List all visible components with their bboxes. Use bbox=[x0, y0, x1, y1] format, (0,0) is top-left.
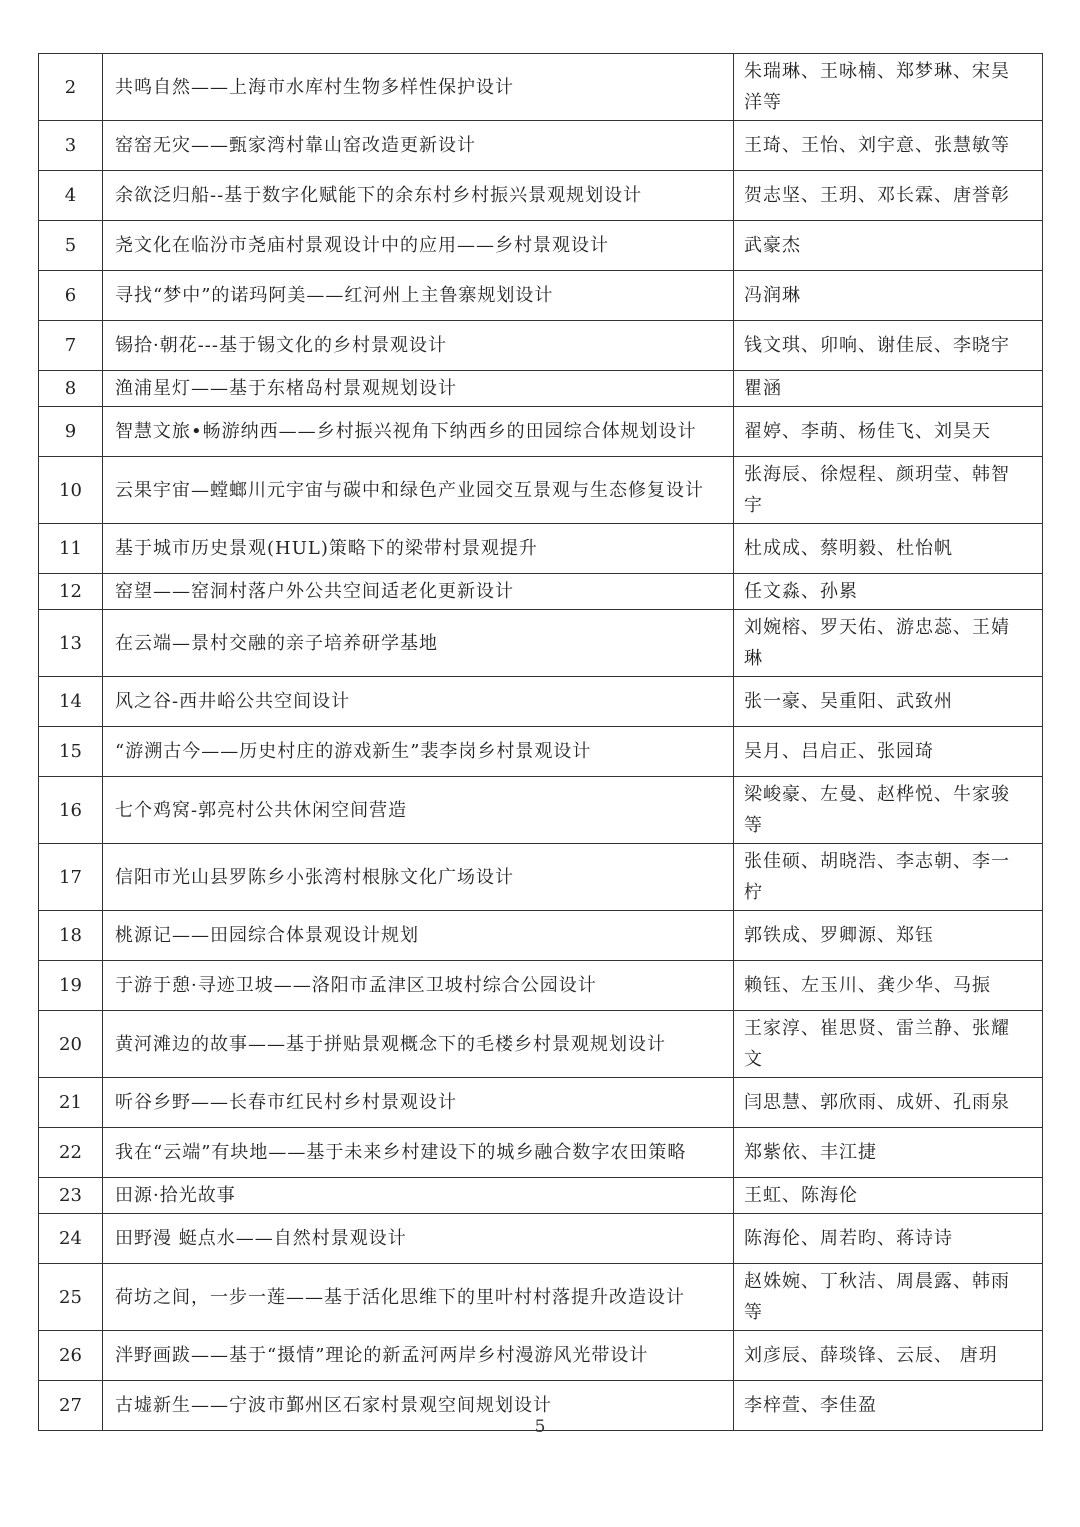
row-number: 6 bbox=[39, 271, 103, 321]
table-row bbox=[39, 457, 1043, 524]
table-row bbox=[39, 524, 1043, 574]
table-row bbox=[39, 221, 1043, 271]
table-row bbox=[39, 407, 1043, 457]
table-row bbox=[39, 574, 1043, 610]
project-title: 寻找“梦中”的诺玛阿美——红河州上主鲁寨规划设计 bbox=[103, 271, 734, 321]
project-title: 在云端—景村交融的亲子培养研学基地 bbox=[103, 610, 734, 677]
row-number: 5 bbox=[39, 221, 103, 271]
project-title: 余欲泛归船--基于数字化赋能下的余东村乡村振兴景观规划设计 bbox=[103, 171, 734, 221]
row-number: 26 bbox=[39, 1331, 103, 1381]
project-title: 渔浦星灯——基于东楮岛村景观规划设计 bbox=[103, 371, 734, 407]
row-number: 7 bbox=[39, 321, 103, 371]
row-number: 15 bbox=[39, 727, 103, 777]
project-authors: 朱瑞琳、王咏楠、郑梦琳、宋昊洋等 bbox=[734, 54, 1043, 121]
row-number: 24 bbox=[39, 1214, 103, 1264]
project-authors: 张一豪、吴重阳、武致州 bbox=[734, 677, 1043, 727]
row-number: 23 bbox=[39, 1178, 103, 1214]
project-authors: 张佳硕、胡晓浩、李志朝、李一柠 bbox=[734, 844, 1043, 911]
project-authors: 刘彦辰、薛琰锋、云辰、 唐玥 bbox=[734, 1331, 1043, 1381]
table-row bbox=[39, 961, 1043, 1011]
table-row bbox=[39, 777, 1043, 844]
row-number: 8 bbox=[39, 371, 103, 407]
project-title: 七个鸡窝-郭亮村公共休闲空间营造 bbox=[103, 777, 734, 844]
table-row bbox=[39, 610, 1043, 677]
project-authors: 李梓萱、李佳盈 bbox=[734, 1381, 1043, 1431]
project-authors: 王家淳、崔思贤、雷兰静、张耀文 bbox=[734, 1011, 1043, 1078]
row-number: 14 bbox=[39, 677, 103, 727]
table-row bbox=[39, 54, 1043, 121]
project-authors: 梁峻豪、左曼、赵桦悦、牛家骏等 bbox=[734, 777, 1043, 844]
project-authors: 郭铁成、罗卿源、郑钰 bbox=[734, 911, 1043, 961]
project-title: 荷坊之间，一步一莲——基于活化思维下的里叶村村落提升改造设计 bbox=[103, 1264, 734, 1331]
row-number: 3 bbox=[39, 121, 103, 171]
project-authors: 闫思慧、郭欣雨、成妍、孔雨泉 bbox=[734, 1078, 1043, 1128]
page-number: 5 bbox=[534, 1417, 546, 1437]
row-number: 21 bbox=[39, 1078, 103, 1128]
project-title: 泮野画跋——基于“摄情”理论的新孟河两岸乡村漫游风光带设计 bbox=[103, 1331, 734, 1381]
project-title: 我在“云端”有块地——基于未来乡村建设下的城乡融合数字农田策略 bbox=[103, 1128, 734, 1178]
table-row bbox=[39, 677, 1043, 727]
project-authors: 贺志坚、王玥、邓长霖、唐誉彰 bbox=[734, 171, 1043, 221]
table-row bbox=[39, 121, 1043, 171]
table-row bbox=[39, 1214, 1043, 1264]
project-authors: 赖钰、左玉川、龚少华、马振 bbox=[734, 961, 1043, 1011]
project-title: 风之谷-西井峪公共空间设计 bbox=[103, 677, 734, 727]
row-number: 13 bbox=[39, 610, 103, 677]
awards-table bbox=[38, 53, 1043, 1431]
project-title: 田源·拾光故事 bbox=[103, 1178, 734, 1214]
project-authors: 翟婷、李萌、杨佳飞、刘昊天 bbox=[734, 407, 1043, 457]
table-row bbox=[39, 1078, 1043, 1128]
project-authors: 武豪杰 bbox=[734, 221, 1043, 271]
table-row bbox=[39, 171, 1043, 221]
project-authors: 任文淼、孙累 bbox=[734, 574, 1043, 610]
table-row bbox=[39, 1178, 1043, 1214]
row-number: 17 bbox=[39, 844, 103, 911]
project-title: 信阳市光山县罗陈乡小张湾村根脉文化广场设计 bbox=[103, 844, 734, 911]
project-title: 锡拾·朝花---基于锡文化的乡村景观设计 bbox=[103, 321, 734, 371]
project-authors: 王琦、王怡、刘宇意、张慧敏等 bbox=[734, 121, 1043, 171]
row-number: 4 bbox=[39, 171, 103, 221]
project-title: “游溯古今——历史村庄的游戏新生”裴李岗乡村景观设计 bbox=[103, 727, 734, 777]
row-number: 27 bbox=[39, 1381, 103, 1431]
table-row bbox=[39, 1128, 1043, 1178]
table-row bbox=[39, 1264, 1043, 1331]
project-title: 田野漫 蜓点水——自然村景观设计 bbox=[103, 1214, 734, 1264]
project-authors: 杜成成、蔡明毅、杜怡帆 bbox=[734, 524, 1043, 574]
project-authors: 张海辰、徐煜程、颜玥莹、韩智宇 bbox=[734, 457, 1043, 524]
table-row bbox=[39, 1011, 1043, 1078]
table-row bbox=[39, 911, 1043, 961]
project-authors: 冯润琳 bbox=[734, 271, 1043, 321]
project-title: 听谷乡野——长春市红民村乡村景观设计 bbox=[103, 1078, 734, 1128]
project-authors: 陈海伦、周若昀、蒋诗诗 bbox=[734, 1214, 1043, 1264]
table-row bbox=[39, 1331, 1043, 1381]
project-title: 基于城市历史景观(HUL)策略下的梁带村景观提升 bbox=[103, 524, 734, 574]
row-number: 19 bbox=[39, 961, 103, 1011]
project-authors: 郑紫依、丰江捷 bbox=[734, 1128, 1043, 1178]
project-title: 窑窑无灾——甄家湾村靠山窑改造更新设计 bbox=[103, 121, 734, 171]
row-number: 22 bbox=[39, 1128, 103, 1178]
project-title: 黄河滩边的故事——基于拼贴景观概念下的毛楼乡村景观规划设计 bbox=[103, 1011, 734, 1078]
project-title: 于游于憩·寻迹卫坡——洛阳市孟津区卫坡村综合公园设计 bbox=[103, 961, 734, 1011]
row-number: 20 bbox=[39, 1011, 103, 1078]
table-row bbox=[39, 271, 1043, 321]
table-row bbox=[39, 727, 1043, 777]
project-authors: 王虹、陈海伦 bbox=[734, 1178, 1043, 1214]
row-number: 12 bbox=[39, 574, 103, 610]
row-number: 18 bbox=[39, 911, 103, 961]
project-authors: 吴月、吕启正、张园琦 bbox=[734, 727, 1043, 777]
project-authors: 赵姝婉、丁秋洁、周晨露、韩雨等 bbox=[734, 1264, 1043, 1331]
project-title: 古墟新生——宁波市鄞州区石家村景观空间规划设计 bbox=[103, 1381, 734, 1431]
project-authors: 瞿涵 bbox=[734, 371, 1043, 407]
project-title: 共鸣自然——上海市水库村生物多样性保护设计 bbox=[103, 54, 734, 121]
project-title: 尧文化在临汾市尧庙村景观设计中的应用——乡村景观设计 bbox=[103, 221, 734, 271]
project-title: 云果宇宙—螳螂川元宇宙与碳中和绿色产业园交互景观与生态修复设计 bbox=[103, 457, 734, 524]
project-authors: 钱文琪、卯响、谢佳辰、李晓宇 bbox=[734, 321, 1043, 371]
row-number: 2 bbox=[39, 54, 103, 121]
project-title: 智慧文旅•畅游纳西——乡村振兴视角下纳西乡的田园综合体规划设计 bbox=[103, 407, 734, 457]
project-authors: 刘婉榕、罗天佑、游忠蕊、王婧琳 bbox=[734, 610, 1043, 677]
project-title: 桃源记——田园综合体景观设计规划 bbox=[103, 911, 734, 961]
table-row bbox=[39, 321, 1043, 371]
awards-table-body bbox=[39, 54, 1043, 1431]
row-number: 9 bbox=[39, 407, 103, 457]
project-title: 窑望——窑洞村落户外公共空间适老化更新设计 bbox=[103, 574, 734, 610]
table-row bbox=[39, 844, 1043, 911]
row-number: 11 bbox=[39, 524, 103, 574]
table-row bbox=[39, 371, 1043, 407]
row-number: 16 bbox=[39, 777, 103, 844]
row-number: 25 bbox=[39, 1264, 103, 1331]
row-number: 10 bbox=[39, 457, 103, 524]
